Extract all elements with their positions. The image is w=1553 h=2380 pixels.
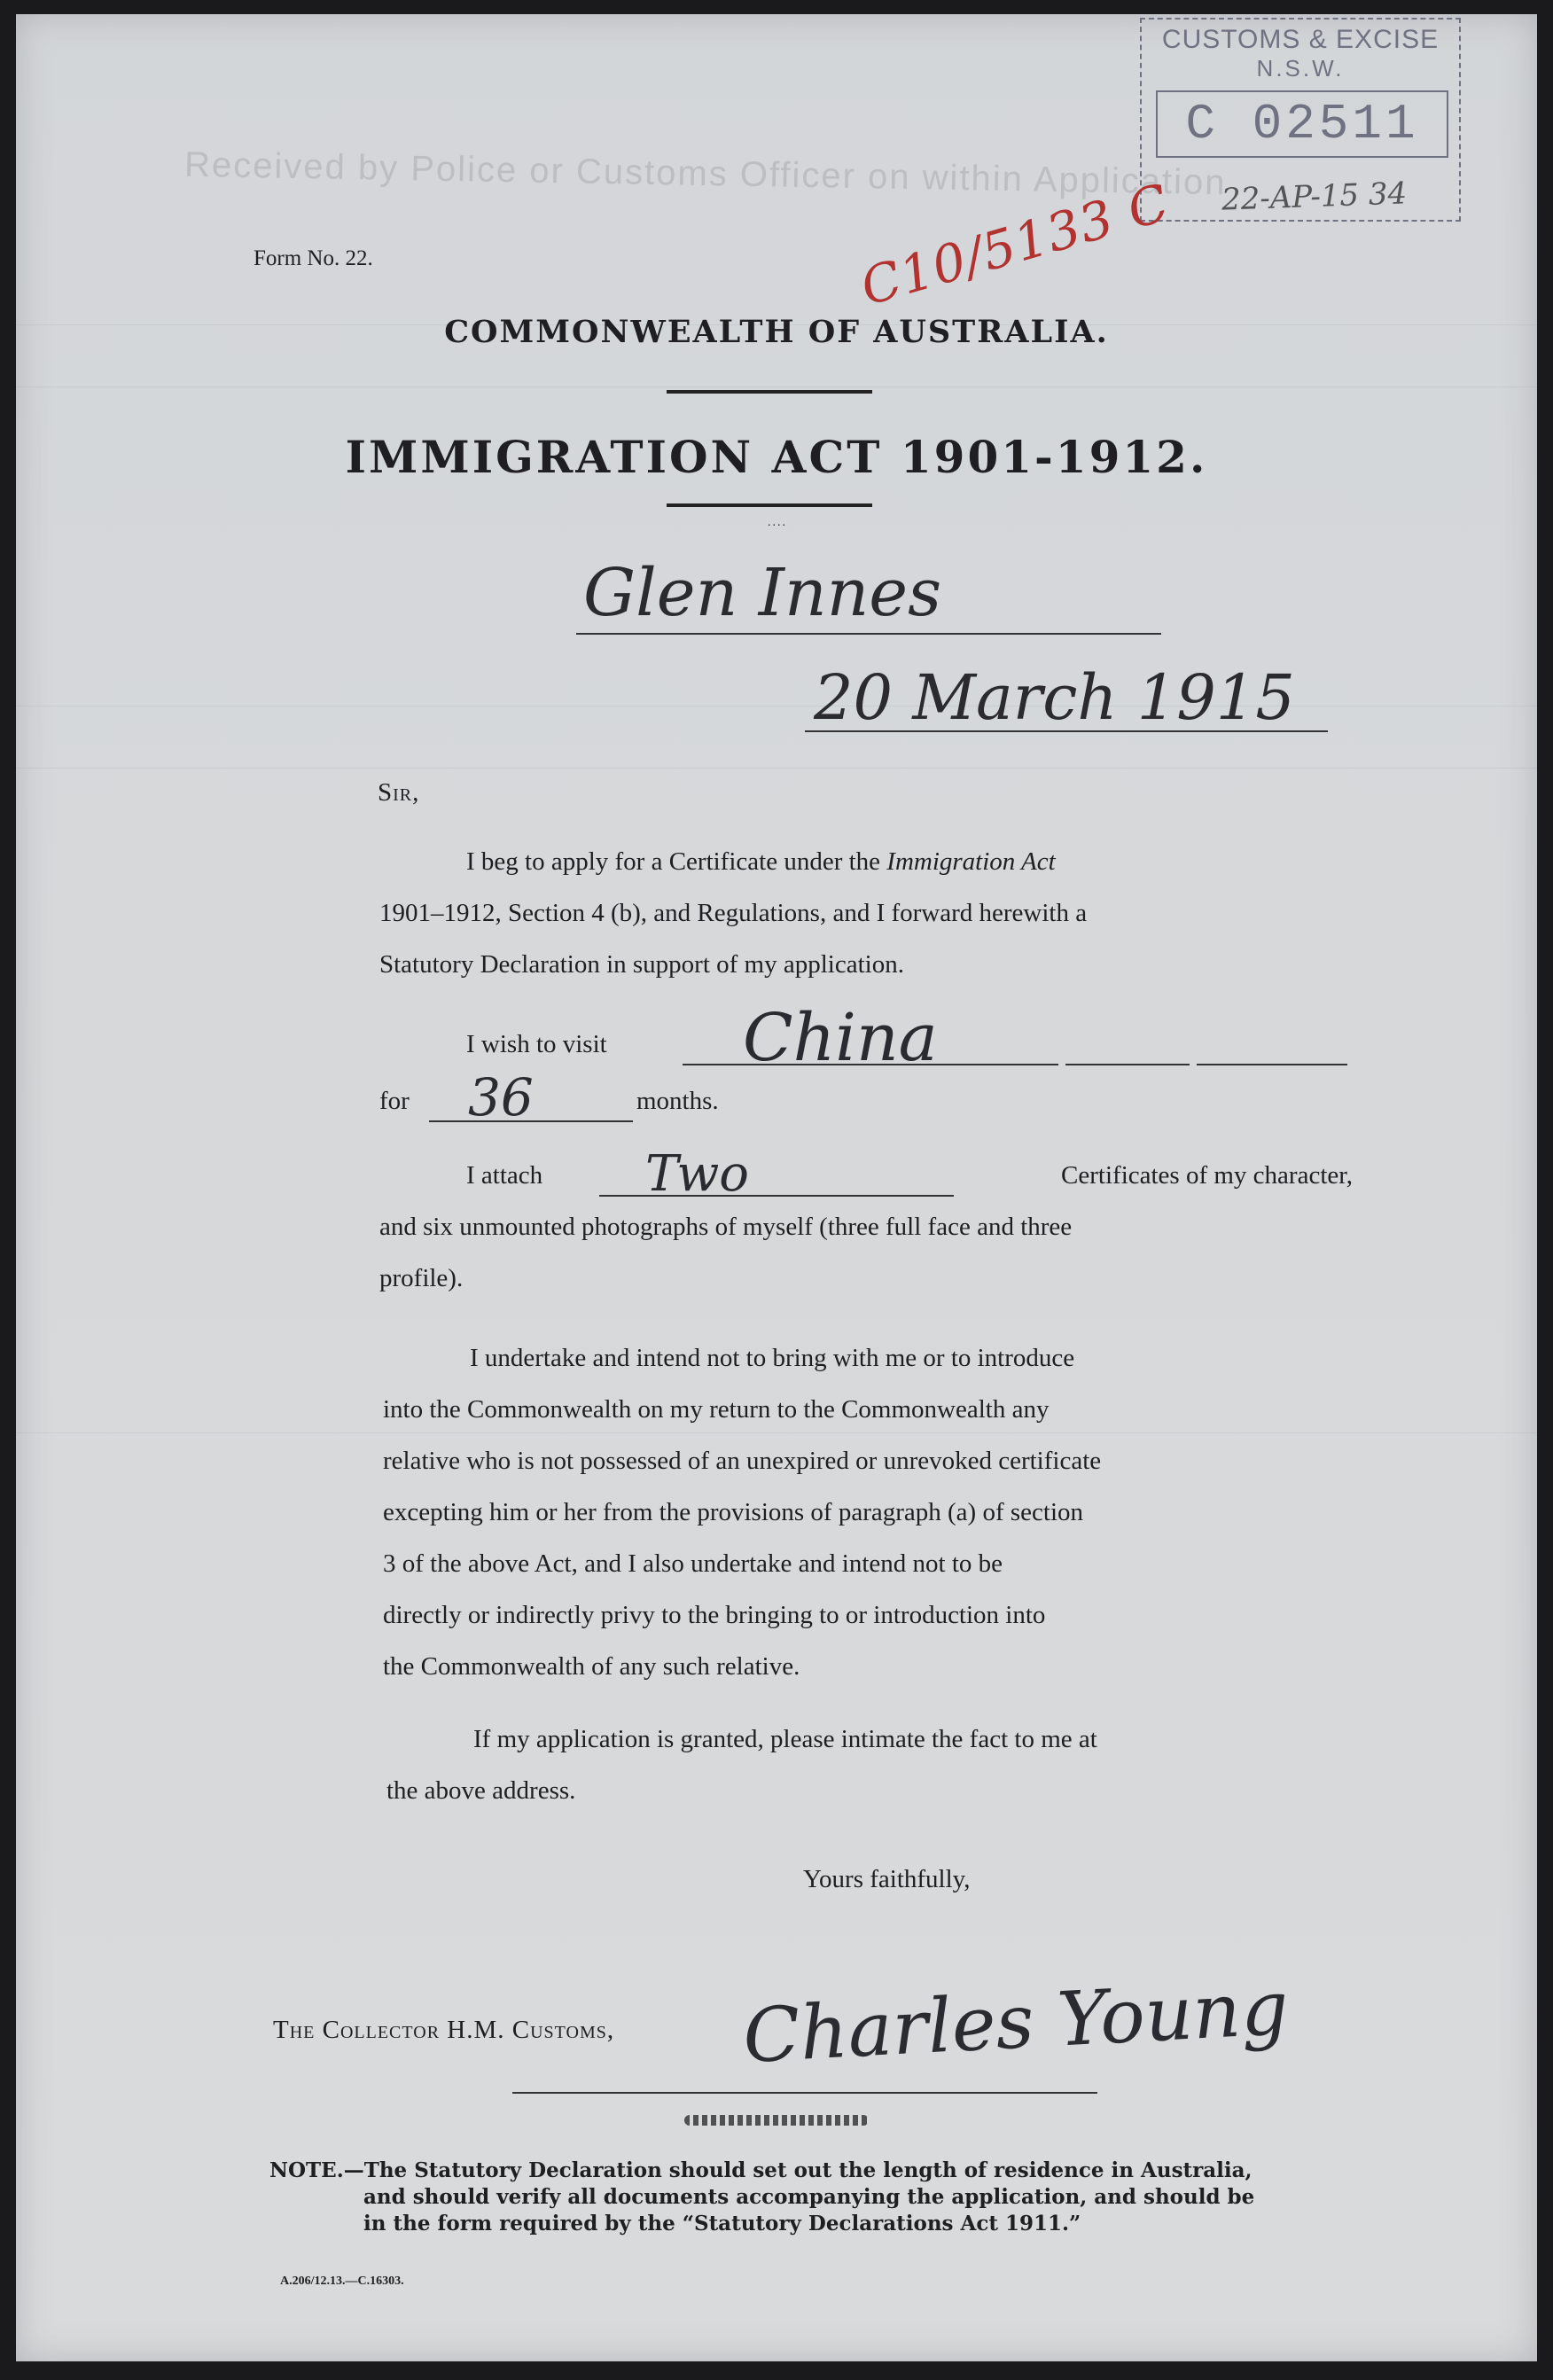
- undertake-line: directly or indirectly privy to the bringing to or introduction into: [383, 1601, 1046, 1629]
- para1-act-name: Immigration Act: [886, 847, 1056, 876]
- months-label: months.: [636, 1087, 719, 1115]
- paper-rule: [16, 768, 1537, 769]
- heading-dots: ....: [768, 516, 787, 529]
- undertake-line: excepting him or her from the provisions of paragraph (a) of section: [383, 1498, 1083, 1526]
- stamp-date: 22-AP-15 34: [1221, 176, 1408, 218]
- print-code: A.206/12.13.—C.16303.: [280, 2275, 404, 2288]
- address-place: Glen Innes: [583, 555, 942, 631]
- heading-rule-bottom: [667, 503, 872, 507]
- signature: Charles Young: [740, 1963, 1291, 2080]
- undertake-line: the Commonwealth of any such relative.: [383, 1652, 800, 1681]
- form-number: Form No. 22.: [254, 246, 373, 270]
- visit-label: I wish to visit: [466, 1030, 607, 1058]
- note-line3: in the form required by the “Statutory Declarations Act 1911.”: [363, 2212, 1081, 2236]
- attach-line: [599, 1195, 954, 1197]
- undertake-line: into the Commonwealth on my return to the Commonwealth any: [383, 1395, 1050, 1424]
- para1-line2: 1901–1912, Section 4 (b), and Regulations, and I forward herewith a: [379, 899, 1088, 927]
- attach-label: I attach: [466, 1161, 543, 1190]
- attach-suffix: Certificates of my character,: [1061, 1161, 1353, 1190]
- closing: Yours faithfully,: [803, 1865, 971, 1893]
- para1-text: I beg to apply for a Certificate under the: [466, 847, 887, 876]
- addressee: The Collector H.M. Customs,: [273, 2016, 615, 2044]
- decorative-rule: [684, 2115, 869, 2126]
- date-line: [805, 730, 1328, 732]
- heading-country: COMMONWEALTH OF AUSTRALIA.: [444, 314, 1109, 350]
- note-line1: NOTE.—The Statutory Declaration should set out the length of residence in Australia,: [269, 2158, 1253, 2182]
- form-sheet: [16, 14, 1537, 2361]
- granted-line1: If my application is granted, please intimate the fact to me at: [473, 1725, 1097, 1753]
- salutation: Sir,: [378, 778, 420, 807]
- visit-country: China: [743, 1000, 938, 1076]
- stamp-state: N.S.W.: [1256, 55, 1345, 82]
- visit-line-2: [1065, 1064, 1190, 1065]
- stamp-number: C 02511: [1156, 90, 1448, 158]
- heading-act: IMMIGRATION ACT 1901-1912.: [345, 431, 1208, 483]
- footnote: [269, 2158, 1369, 2237]
- photo-line2: profile).: [379, 1264, 464, 1292]
- undertake-line: relative who is not possessed of an unexpired or unrevoked certificate: [383, 1447, 1102, 1475]
- for-label: for: [379, 1087, 410, 1115]
- granted-line2: the above address.: [386, 1776, 576, 1805]
- para1-line1: [466, 847, 1353, 877]
- months-line: [429, 1120, 633, 1122]
- stamp-office: CUSTOMS & EXCISE: [1161, 25, 1440, 54]
- para1-line3: Statutory Declaration in support of my application.: [379, 950, 904, 979]
- paper-rule: [16, 1432, 1537, 1433]
- show-through-text: Received by Police or Customs Officer on within Application: [183, 144, 1227, 203]
- address-date: 20 March 1915: [814, 661, 1295, 734]
- visit-line-3: [1197, 1064, 1347, 1065]
- months-value: 36: [468, 1067, 534, 1128]
- undertake-line: 3 of the above Act, and I also undertake and intend not to be: [383, 1549, 1003, 1578]
- note-line2: and should verify all documents accompanying the application, and should be: [363, 2185, 1255, 2209]
- attach-count: Two: [645, 1145, 750, 1203]
- handwritten-reference: C10/5133 C: [854, 171, 1176, 318]
- undertake-line: I undertake and intend not to bring with me or to introduce: [470, 1344, 1075, 1372]
- visit-line-1: [683, 1064, 1058, 1065]
- address-line: [576, 633, 1161, 635]
- signature-line: [512, 2092, 1097, 2094]
- customs-stamp: [1140, 18, 1461, 222]
- paper-rule: [16, 386, 1537, 387]
- photo-line1: and six unmounted photographs of myself (three full face and three: [379, 1213, 1073, 1241]
- heading-rule-top: [667, 390, 872, 394]
